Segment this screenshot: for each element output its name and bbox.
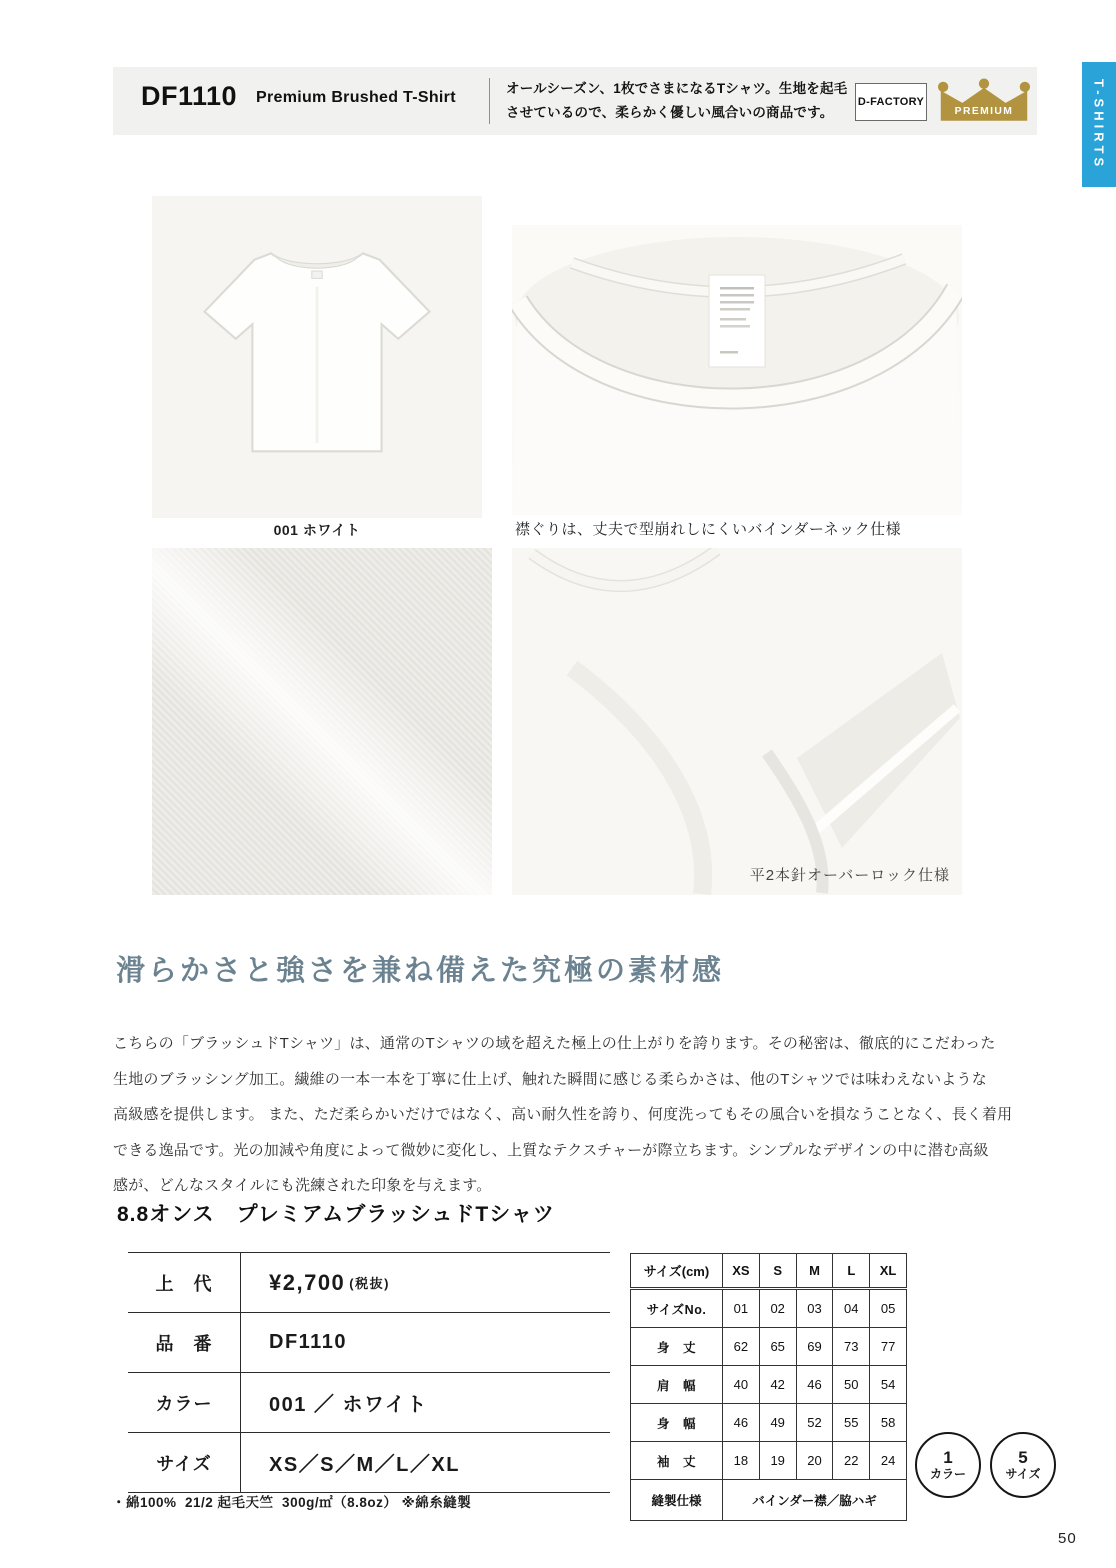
size-cell: 19: [759, 1442, 796, 1480]
feature-paragraph-line: できる逸品です。光の加減や角度によって微妙に変化し、上質なテクスチャーが際立ちます。シンプルなデザインの中に潜む高級: [113, 1141, 989, 1159]
spec-row-item-number: [128, 1312, 610, 1372]
spec-value-size: XS／S／M／L／XL: [269, 1454, 460, 1476]
seam-row-value: バインダー襟／脇ハギ: [723, 1480, 907, 1521]
feature-paragraph: [113, 1026, 1053, 1204]
spec-label-item-number: 品 番: [128, 1313, 241, 1372]
size-cell: 50: [833, 1366, 870, 1404]
size-cell: 02: [759, 1289, 796, 1328]
size-cell: 55: [833, 1404, 870, 1442]
size-row-label: 身 幅: [631, 1404, 723, 1442]
color-count-badge: [915, 1432, 981, 1498]
size-cell: 69: [796, 1328, 833, 1366]
size-table-header-row: [631, 1254, 907, 1289]
spec-value-color: 001 ／ ホワイト: [269, 1394, 428, 1416]
size-table-header-cell: L: [833, 1254, 870, 1289]
product-subtitle: 8.8オンス プレミアムブラッシュドTシャツ: [117, 1203, 555, 1226]
spec-row-color: [128, 1372, 610, 1432]
size-cell: 52: [796, 1404, 833, 1442]
product-code: DF1110: [141, 81, 238, 111]
size-cell: 18: [723, 1442, 760, 1480]
photo-caption-sleeve: 平2本針オーバーロック仕様: [749, 867, 950, 884]
product-header-bar: [113, 67, 1037, 135]
spec-value-price: [241, 1253, 610, 1312]
feature-headline: 滑らかさと強さを兼ね備えた究極の素材感: [116, 955, 725, 987]
dfactory-badge: D-FACTORY: [855, 83, 927, 121]
size-count-label: サイズ: [1005, 1467, 1041, 1481]
product-photo-fabric-texture: [152, 548, 492, 895]
spec-value-item-number: DF1110: [269, 1331, 347, 1353]
size-cell: 03: [796, 1289, 833, 1328]
premium-badge-label: PREMIUM: [954, 106, 1014, 118]
price-tax-note: (税抜): [349, 1276, 390, 1291]
header-description-line1: オールシーズン、1枚でさまになるTシャツ。生地を起毛: [506, 81, 848, 96]
seam-row-label: 縫製仕様: [631, 1480, 723, 1521]
spec-label-price: 上 代: [128, 1253, 241, 1312]
tab-t-shirts: T-SHIRTS: [1082, 62, 1116, 187]
size-count: 5: [1018, 1448, 1028, 1467]
feature-paragraph-line: 高級感を提供します。 また、ただ柔らかいだけではなく、高い耐久性を誇り、何度洗ってもその風合いを損なうことなく、長く着用: [113, 1106, 1013, 1123]
premium-crown-icon: [937, 77, 1031, 125]
material-footnote: ・綿100% 21/2 起毛天竺 300g/㎡（8.8oz） ※綿糸縫製: [112, 1495, 472, 1510]
spec-row-size: [128, 1432, 610, 1493]
size-cell: 46: [723, 1404, 760, 1442]
size-cell: 42: [759, 1366, 796, 1404]
size-count-badge: [990, 1432, 1056, 1498]
neckline-illustration: [512, 225, 962, 515]
size-cell: 58: [870, 1404, 907, 1442]
spec-table: [128, 1252, 610, 1493]
size-cell: 24: [870, 1442, 907, 1480]
size-table-header-cell: M: [796, 1254, 833, 1289]
size-cell: 62: [723, 1328, 760, 1366]
size-row-label: サイズNo.: [631, 1289, 723, 1328]
color-count-label: カラー: [929, 1467, 966, 1481]
size-cell: 22: [833, 1442, 870, 1480]
product-photo-front: [152, 196, 482, 518]
size-cell: 05: [870, 1289, 907, 1328]
size-cell: 20: [796, 1442, 833, 1480]
size-cell: 77: [870, 1328, 907, 1366]
feature-paragraph-line: 感が、どんなスタイルにも洗練された印象を与えます。: [113, 1177, 492, 1194]
size-row-label: 身 丈: [631, 1328, 723, 1366]
color-count: 1: [943, 1448, 953, 1467]
size-row-label: 袖 丈: [631, 1442, 723, 1480]
size-table-header-cell: XS: [723, 1254, 760, 1289]
size-table-row: [631, 1366, 907, 1404]
header-description-line2: させているので、柔らかく優しい風合いの商品です。: [506, 105, 834, 120]
spec-label-color: カラー: [128, 1373, 241, 1432]
sleeve-illustration: [512, 548, 962, 895]
size-cell: 01: [723, 1289, 760, 1328]
price-value: ¥2,700: [269, 1269, 346, 1295]
photo-caption-neck: 襟ぐりは、丈夫で型崩れしにくいバインダーネック仕様: [515, 521, 902, 538]
size-table-row: [631, 1442, 907, 1480]
header-divider: [489, 78, 490, 124]
page-number: 50: [1058, 1530, 1077, 1547]
size-cell: 49: [759, 1404, 796, 1442]
size-table-row: [631, 1404, 907, 1442]
product-name: Premium Brushed T-Shirt: [256, 89, 456, 106]
size-table: [630, 1253, 907, 1521]
spec-label-size: サイズ: [128, 1433, 241, 1492]
size-table-header-cell: S: [759, 1254, 796, 1289]
feature-paragraph-line: こちらの「ブラッシュドTシャツ」は、通常のTシャツの域を超えた極上の仕上がりを誇ります。その秘密は、徹底的にこだわった: [113, 1035, 996, 1052]
size-table-header-cell: サイズ(cm): [631, 1254, 723, 1289]
size-cell: 54: [870, 1366, 907, 1404]
feature-paragraph-line: 生地のブラッシング加工。繊維の一本一本を丁寧に仕上げ、触れた瞬間に感じる柔らかさは、他のTシャツでは味わえないような: [113, 1070, 987, 1088]
size-cell: 73: [833, 1328, 870, 1366]
product-photo-neckline: [512, 225, 962, 515]
header-description: [506, 77, 847, 125]
size-table-seam-row: [631, 1480, 907, 1521]
care-tag: [709, 275, 765, 367]
spec-row-price: [128, 1252, 610, 1312]
size-table-row: [631, 1289, 907, 1328]
product-photo-sleeve: [512, 548, 962, 895]
size-cell: 04: [833, 1289, 870, 1328]
size-table-header-cell: XL: [870, 1254, 907, 1289]
size-row-label: 肩 幅: [631, 1366, 723, 1404]
photo-caption-color: 001 ホワイト: [273, 522, 361, 538]
tshirt-illustration: [192, 234, 442, 479]
size-table-row: [631, 1328, 907, 1366]
size-cell: 46: [796, 1366, 833, 1404]
size-cell: 65: [759, 1328, 796, 1366]
size-cell: 40: [723, 1366, 760, 1404]
